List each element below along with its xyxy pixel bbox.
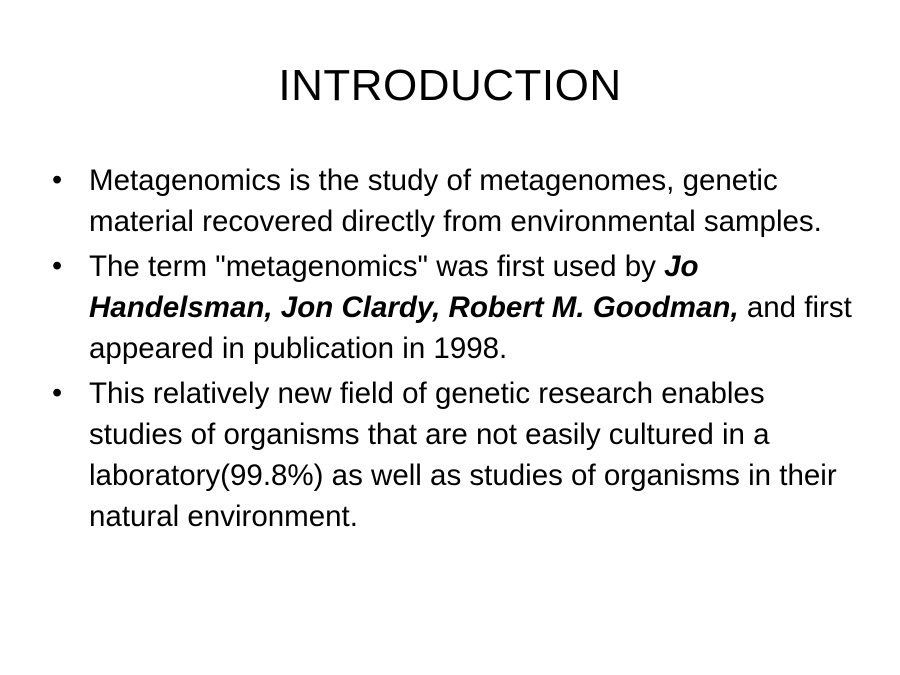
slide-title: INTRODUCTION bbox=[278, 61, 622, 110]
bullet-list bbox=[52, 160, 852, 541]
bullet-item-research-field bbox=[52, 373, 852, 537]
author-names: Jo Handelsman, Jon Clardy, Robert M. Goodman, bbox=[89, 250, 739, 324]
bullet-text: This relatively new field of genetic research enables studies of organisms that are not easily cultured in a laboratory(99.8%) as well as studies of organisms in their natural environment. bbox=[89, 377, 837, 533]
bullet-icon: • bbox=[52, 377, 63, 409]
bullet-icon: • bbox=[52, 164, 63, 196]
bullet-item-term-origin bbox=[52, 246, 852, 369]
bullet-icon: • bbox=[52, 250, 63, 282]
bullet-item-metagenomics-definition bbox=[52, 160, 852, 242]
bullet-text: Metagenomics is the study of metagenomes, genetic material recovered directly from environmental samples. bbox=[89, 164, 822, 238]
bullet-text-before: The term "metagenomics" was first used by bbox=[89, 250, 665, 283]
bullet-text-after: and first appeared in publication in 1998. bbox=[89, 291, 852, 365]
